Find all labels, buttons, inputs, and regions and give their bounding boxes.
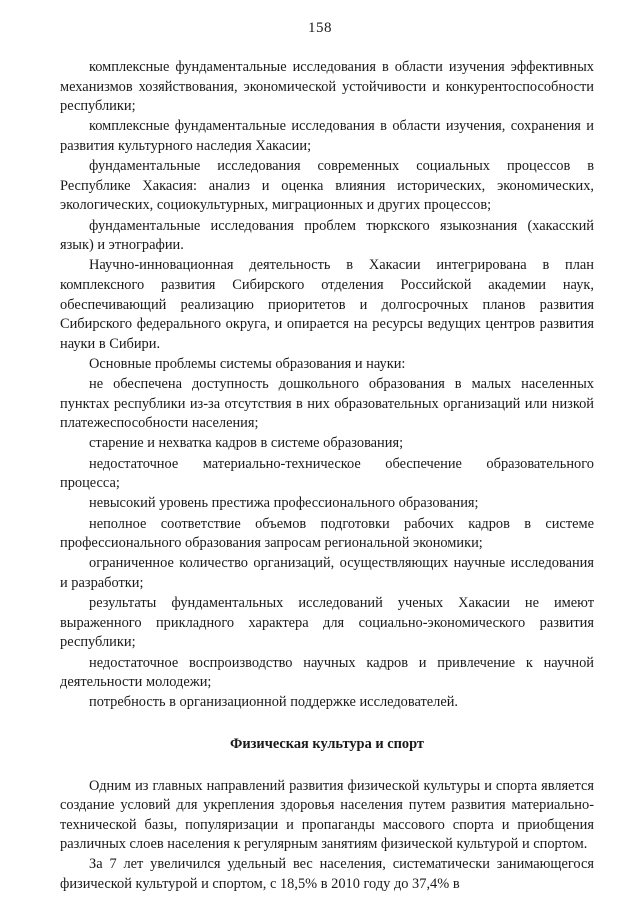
section-heading: Физическая культура и спорт	[229, 735, 425, 752]
paragraph: старение и нехватка кадров в системе образования;	[89, 435, 404, 452]
paragraph: неполное соответствие объемов подготовки рабочих кадров в системе профессионального образования запросам региональной экономики;	[60, 515, 594, 552]
paragraph: потребность в организационной поддержке исследователей.	[89, 694, 459, 711]
page-number: 158	[308, 20, 332, 36]
paragraph: фундаментальные исследования проблем тюркского языкознания (хакасский язык) и этнографии.	[60, 217, 594, 254]
paragraph: фундаментальные исследования современных социальных процессов в Республике Хакасия: анализ и оценка влияния исторических, экономических, экологических, социокультурных, миграционных и других процессов;	[60, 158, 594, 214]
paragraph: За 7 лет увеличился удельный вес населения, систематически занимающегося физической культурой и спортом, с 18,5% в 2010 году до 37,4% в	[60, 856, 594, 893]
paragraph: Научно-инновационная деятельность в Хакасии интегрирована в план комплексного развития Сибирского отделения Российской академии наук, обеспечивающий реализацию приоритетов и долгосрочных планов развития Сибирского федерального округа, и опирается на ресурсы ведущих центров развития науки в Сибири.	[60, 257, 594, 352]
paragraph: комплексные фундаментальные исследования в области изучения, сохранения и развития культурного наследия Хакасии;	[60, 118, 594, 154]
paragraph: невысокий уровень престижа профессионального образования;	[89, 495, 479, 512]
paragraph: недостаточное воспроизводство научных кадров и привлечение к научной деятельности молодежи;	[60, 654, 594, 691]
paragraph: Одним из главных направлений развития физической культуры и спорта является создание условий для укрепления здоровья населения путем развития материально-технической базы, популяризации и пропаганды массового спорта и приобщения различных слоев населения к регулярным занятиям физической культурой и спортом.	[60, 777, 594, 853]
paragraph: результаты фундаментальных исследований ученых Хакасии не имеют выраженного прикладного характера для социально-экономического развития республики;	[60, 595, 594, 651]
paragraph: не обеспечена доступность дошкольного образования в малых населенных пунктах республики из-за отсутствия в них образовательных организаций или низкой платежеспособности населения;	[60, 376, 594, 432]
paragraph: ограниченное количество организаций, осуществляющих научные исследования и разработки;	[60, 555, 594, 591]
paragraph: Основные проблемы системы образования и науки:	[89, 355, 406, 372]
body-text	[60, 58, 594, 895]
paragraph: недостаточное материально-техническое обеспечение образовательного процесса;	[60, 455, 594, 492]
paragraph: комплексные фундаментальные исследования в области изучения эффективных механизмов хозяйствования, экономической устойчивости и конкурентоспособности республики;	[60, 59, 594, 115]
